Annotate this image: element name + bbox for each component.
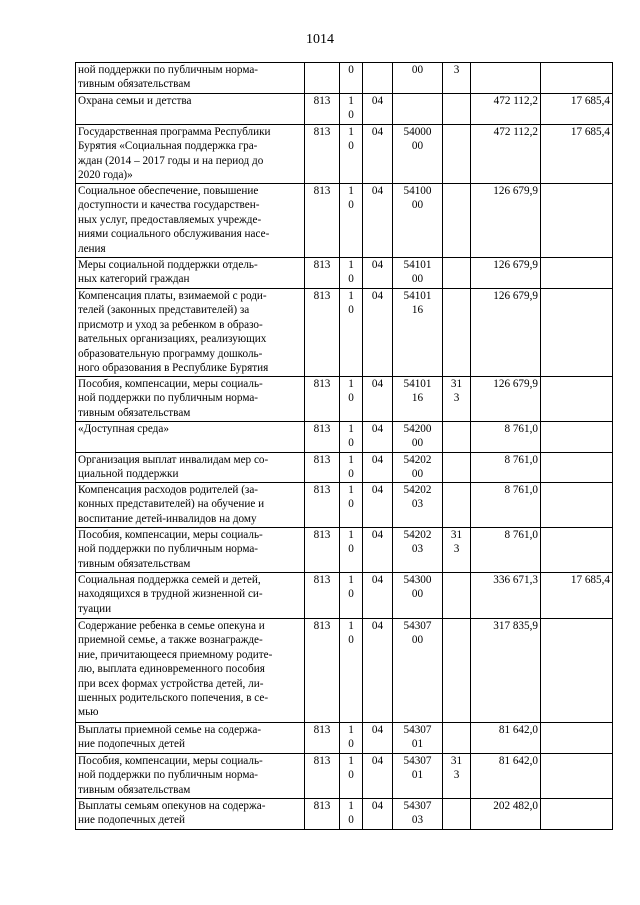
amount-federal-cell-text: 17 685,4 [570, 95, 610, 107]
ministry-code-cell [305, 125, 340, 184]
item-name-cell [76, 799, 305, 830]
amount-cell-text: 81 642,0 [498, 755, 538, 767]
target-item-code-cell [393, 94, 443, 125]
subsection-code-cell-text: 04 [371, 620, 384, 632]
target-item-code-cell-text: 54202 00 [403, 454, 432, 481]
amount-cell [471, 94, 541, 125]
target-item-code-cell [393, 377, 443, 422]
ministry-code-cell-text: 813 [313, 95, 331, 107]
subsection-code-cell [363, 184, 393, 258]
section-code-cell [340, 258, 363, 289]
expense-type-code-cell [443, 377, 471, 422]
target-item-code-cell [393, 125, 443, 184]
subsection-code-cell [363, 754, 393, 799]
expense-type-code-cell [443, 422, 471, 453]
subsection-code-cell [363, 377, 393, 422]
ministry-code-cell-text: 813 [313, 529, 331, 541]
expense-type-code-cell-text: 3 [453, 64, 460, 76]
item-name-cell [76, 619, 305, 723]
target-item-code-cell [393, 754, 443, 799]
item-name-cell [76, 184, 305, 258]
amount-cell-text: 472 112,2 [493, 95, 538, 107]
expense-type-code-cell [443, 453, 471, 483]
ministry-code-cell [305, 289, 340, 377]
section-code-cell-text: 1 0 [348, 620, 354, 647]
amount-cell [471, 573, 541, 619]
subsection-code-cell-text: 04 [371, 574, 384, 586]
item-name-cell-text: Социальная поддержка семей и детей, находящихся в трудной жизненной си- туации [78, 574, 263, 615]
subsection-code-cell-text: 04 [371, 755, 384, 767]
amount-cell-text: 8 761,0 [504, 484, 538, 496]
ministry-code-cell-text: 813 [313, 290, 331, 302]
expense-type-code-cell [443, 573, 471, 619]
amount-cell [471, 63, 541, 94]
target-item-code-cell-text: 54202 03 [403, 529, 432, 556]
amount-cell-text: 336 671,3 [493, 574, 538, 586]
section-code-cell-text: 0 [348, 64, 354, 76]
item-name-cell [76, 528, 305, 573]
amount-federal-cell [541, 573, 613, 619]
amount-cell [471, 754, 541, 799]
target-item-code-cell [393, 573, 443, 619]
subsection-code-cell-text: 04 [371, 259, 384, 271]
subsection-code-cell [363, 619, 393, 723]
amount-federal-cell [541, 63, 613, 94]
amount-cell-text: 8 761,0 [504, 423, 538, 435]
subsection-code-cell-text: 04 [371, 290, 384, 302]
ministry-code-cell [305, 184, 340, 258]
section-code-cell [340, 799, 363, 830]
target-item-code-cell [393, 422, 443, 453]
table-row [76, 184, 613, 258]
amount-cell-text: 202 482,0 [493, 800, 538, 812]
amount-cell [471, 422, 541, 453]
target-item-code-cell-text: 54307 03 [403, 800, 432, 827]
subsection-code-cell-text: 04 [371, 724, 384, 736]
section-code-cell-text: 1 0 [348, 126, 354, 153]
amount-cell-text: 317 835,9 [493, 620, 538, 632]
subsection-code-cell-text: 04 [371, 423, 384, 435]
target-item-code-cell [393, 184, 443, 258]
table-row [76, 63, 613, 94]
ministry-code-cell-text: 813 [313, 800, 331, 812]
section-code-cell [340, 483, 363, 528]
target-item-code-cell [393, 289, 443, 377]
target-item-code-cell-text: 54300 00 [403, 574, 432, 601]
page-number: 1014 [306, 32, 334, 47]
subsection-code-cell [363, 422, 393, 453]
amount-cell [471, 528, 541, 573]
amount-cell-text: 8 761,0 [504, 454, 538, 466]
subsection-code-cell [363, 289, 393, 377]
ministry-code-cell-text: 813 [313, 574, 331, 586]
ministry-code-cell [305, 799, 340, 830]
amount-cell-text: 472 112,2 [493, 126, 538, 138]
table-row [76, 619, 613, 723]
amount-cell [471, 619, 541, 723]
table-row [76, 94, 613, 125]
section-code-cell-text: 1 0 [348, 574, 354, 601]
table-row [76, 377, 613, 422]
amount-cell [471, 125, 541, 184]
subsection-code-cell [363, 573, 393, 619]
expense-type-code-cell [443, 799, 471, 830]
section-code-cell [340, 377, 363, 422]
amount-federal-cell [541, 125, 613, 184]
expense-type-code-cell [443, 258, 471, 289]
item-name-cell [76, 377, 305, 422]
amount-federal-cell [541, 422, 613, 453]
ministry-code-cell [305, 63, 340, 94]
subsection-code-cell-text: 04 [371, 378, 384, 390]
item-name-cell [76, 94, 305, 125]
table-row [76, 528, 613, 573]
section-code-cell [340, 289, 363, 377]
target-item-code-cell-text: 54307 00 [403, 620, 432, 647]
amount-federal-cell [541, 483, 613, 528]
subsection-code-cell [363, 258, 393, 289]
ministry-code-cell [305, 377, 340, 422]
expense-type-code-cell [443, 723, 471, 754]
amount-cell [471, 184, 541, 258]
item-name-cell-text: «Доступная среда» [78, 423, 169, 435]
ministry-code-cell-text: 813 [313, 126, 331, 138]
subsection-code-cell [363, 94, 393, 125]
target-item-code-cell [393, 528, 443, 573]
ministry-code-cell [305, 723, 340, 754]
ministry-code-cell [305, 754, 340, 799]
subsection-code-cell [363, 528, 393, 573]
table-row [76, 258, 613, 289]
amount-federal-cell [541, 723, 613, 754]
item-name-cell-text: Содержание ребенка в семье опекуна и приемной семье, а также вознагражде- ние, причитающееся приемному родите- лю, выплата единовременного пособия при всех формах устройства детей, ли- шенных родительского попечения, в се- мью [78, 620, 273, 719]
target-item-code-cell-text: 54307 01 [403, 755, 432, 782]
ministry-code-cell-text: 813 [313, 454, 331, 466]
target-item-code-cell-text: 54101 16 [403, 290, 432, 317]
section-code-cell-text: 1 0 [348, 185, 354, 212]
amount-cell-text: 126 679,9 [493, 378, 538, 390]
item-name-cell [76, 258, 305, 289]
ministry-code-cell [305, 422, 340, 453]
item-name-cell-text: Пособия, компенсации, меры социаль- ной поддержки по публичным норма- тивным обязательствам [78, 529, 263, 570]
amount-cell-text: 126 679,9 [493, 259, 538, 271]
ministry-code-cell [305, 619, 340, 723]
section-code-cell [340, 422, 363, 453]
subsection-code-cell-text: 04 [371, 800, 384, 812]
item-name-cell-text: Государственная программа Республики Бурятия «Социальная поддержка гра- ждан (2014 – 2017 годы и на период до 2020 года)» [78, 126, 271, 182]
ministry-code-cell [305, 483, 340, 528]
target-item-code-cell [393, 63, 443, 94]
amount-federal-cell [541, 754, 613, 799]
expense-type-code-cell [443, 125, 471, 184]
item-name-cell-text: Компенсация платы, взимаемой с роди- телей (законных представителей) за присмотр и уход за ребенком в образо- вательных организациях, реализующих образовательную программу дошколь- ного образования в Республике Бурятия [78, 290, 269, 375]
subsection-code-cell [363, 483, 393, 528]
amount-cell [471, 799, 541, 830]
target-item-code-cell-text: 54101 00 [403, 259, 432, 286]
section-code-cell [340, 63, 363, 94]
target-item-code-cell-text: 54101 16 [403, 378, 432, 405]
expense-type-code-cell-text: 31 3 [450, 378, 463, 405]
table-row [76, 483, 613, 528]
section-code-cell-text: 1 0 [348, 259, 354, 286]
amount-federal-cell [541, 258, 613, 289]
item-name-cell [76, 453, 305, 483]
target-item-code-cell-text: 54307 01 [403, 724, 432, 751]
ministry-code-cell-text: 813 [313, 755, 331, 767]
amount-federal-cell [541, 453, 613, 483]
subsection-code-cell-text: 04 [371, 529, 384, 541]
target-item-code-cell-text: 54202 03 [403, 484, 432, 511]
expense-type-code-cell [443, 94, 471, 125]
amount-cell [471, 258, 541, 289]
subsection-code-cell [363, 125, 393, 184]
subsection-code-cell-text: 04 [371, 185, 384, 197]
target-item-code-cell [393, 799, 443, 830]
item-name-cell [76, 723, 305, 754]
item-name-cell-text: Компенсация расходов родителей (за- конных представителей) на обучение и воспитание детей-инвалидов на дому [78, 484, 265, 525]
amount-federal-cell-text: 17 685,4 [570, 126, 610, 138]
expense-type-code-cell [443, 63, 471, 94]
ministry-code-cell-text: 813 [313, 185, 331, 197]
expense-type-code-cell [443, 619, 471, 723]
target-item-code-cell-text: 54000 00 [403, 126, 432, 153]
section-code-cell-text: 1 0 [348, 800, 354, 827]
item-name-cell [76, 483, 305, 528]
table-row [76, 573, 613, 619]
amount-cell [471, 289, 541, 377]
table-row [76, 289, 613, 377]
item-name-cell-text: Социальное обеспечение, повышение доступности и качества государствен- ных услуг, предоставляемых учрежде- ниями социального обслуживания насе- ления [78, 185, 270, 255]
section-code-cell-text: 1 0 [348, 95, 354, 122]
target-item-code-cell-text: 54100 00 [403, 185, 432, 212]
amount-cell-text: 8 761,0 [504, 529, 538, 541]
expense-type-code-cell-text: 31 3 [450, 529, 463, 556]
section-code-cell-text: 1 0 [348, 290, 354, 317]
amount-cell [471, 723, 541, 754]
target-item-code-cell [393, 453, 443, 483]
expense-type-code-cell [443, 289, 471, 377]
subsection-code-cell-text: 04 [371, 126, 384, 138]
subsection-code-cell-text: 04 [371, 454, 384, 466]
amount-federal-cell [541, 619, 613, 723]
table-row [76, 422, 613, 453]
expense-type-code-cell [443, 184, 471, 258]
table-body [76, 63, 613, 830]
target-item-code-cell [393, 619, 443, 723]
expense-type-code-cell-text: 31 3 [450, 755, 463, 782]
amount-cell-text: 126 679,9 [493, 290, 538, 302]
section-code-cell-text: 1 0 [348, 529, 354, 556]
expense-type-code-cell [443, 754, 471, 799]
ministry-code-cell-text: 813 [313, 259, 331, 271]
ministry-code-cell-text: 813 [313, 724, 331, 736]
section-code-cell [340, 184, 363, 258]
amount-cell [471, 377, 541, 422]
amount-federal-cell [541, 377, 613, 422]
section-code-cell-text: 1 0 [348, 454, 354, 481]
section-code-cell-text: 1 0 [348, 378, 354, 405]
item-name-cell [76, 125, 305, 184]
section-code-cell [340, 94, 363, 125]
section-code-cell [340, 453, 363, 483]
item-name-cell-text: Охрана семьи и детства [78, 95, 192, 107]
item-name-cell-text: Пособия, компенсации, меры социаль- ной поддержки по публичным норма- тивным обязательствам [78, 378, 263, 419]
amount-federal-cell [541, 528, 613, 573]
section-code-cell [340, 619, 363, 723]
section-code-cell [340, 723, 363, 754]
section-code-cell-text: 1 0 [348, 423, 354, 450]
section-code-cell [340, 573, 363, 619]
ministry-code-cell-text: 813 [313, 484, 331, 496]
item-name-cell-text: Организация выплат инвалидам мер со- циальной поддержки [78, 454, 269, 481]
section-code-cell-text: 1 0 [348, 755, 354, 782]
table-row [76, 125, 613, 184]
subsection-code-cell [363, 723, 393, 754]
table-row [76, 754, 613, 799]
ministry-code-cell [305, 94, 340, 125]
section-code-cell-text: 1 0 [348, 724, 354, 751]
amount-federal-cell [541, 184, 613, 258]
target-item-code-cell [393, 483, 443, 528]
target-item-code-cell-text: 54200 00 [403, 423, 432, 450]
amount-federal-cell [541, 799, 613, 830]
section-code-cell-text: 1 0 [348, 484, 354, 511]
ministry-code-cell-text: 813 [313, 378, 331, 390]
amount-federal-cell [541, 94, 613, 125]
ministry-code-cell [305, 258, 340, 289]
section-code-cell [340, 125, 363, 184]
item-name-cell-text: Выплаты семьям опекунов на содержа- ние подопечных детей [78, 800, 266, 827]
target-item-code-cell [393, 723, 443, 754]
section-code-cell [340, 754, 363, 799]
table-row [76, 453, 613, 483]
item-name-cell [76, 289, 305, 377]
item-name-cell-text: Выплаты приемной семье на содержа- ние подопечных детей [78, 724, 262, 751]
subsection-code-cell [363, 453, 393, 483]
amount-cell [471, 453, 541, 483]
target-item-code-cell-text: 00 [411, 64, 424, 76]
subsection-code-cell-text: 04 [371, 95, 384, 107]
expense-type-code-cell [443, 483, 471, 528]
ministry-code-cell [305, 573, 340, 619]
subsection-code-cell [363, 799, 393, 830]
table-row [76, 799, 613, 830]
item-name-cell [76, 754, 305, 799]
section-code-cell [340, 528, 363, 573]
ministry-code-cell [305, 528, 340, 573]
item-name-cell-text: Пособия, компенсации, меры социаль- ной поддержки по публичным норма- тивным обязательствам [78, 755, 263, 796]
subsection-code-cell-text: 04 [371, 484, 384, 496]
item-name-cell [76, 422, 305, 453]
amount-federal-cell-text: 17 685,4 [570, 574, 610, 586]
amount-cell-text: 126 679,9 [493, 185, 538, 197]
ministry-code-cell-text: 813 [313, 423, 331, 435]
expense-type-code-cell [443, 528, 471, 573]
table-row [76, 723, 613, 754]
item-name-cell-text: Меры социальной поддержки отдель- ных категорий граждан [78, 259, 258, 286]
item-name-cell [76, 573, 305, 619]
amount-cell-text: 81 642,0 [498, 724, 538, 736]
budget-table [75, 62, 613, 830]
ministry-code-cell-text: 813 [313, 620, 331, 632]
item-name-cell-text: ной поддержки по публичным норма- тивным обязательствам [78, 64, 259, 91]
target-item-code-cell [393, 258, 443, 289]
subsection-code-cell [363, 63, 393, 94]
item-name-cell [76, 63, 305, 94]
ministry-code-cell [305, 453, 340, 483]
amount-cell [471, 483, 541, 528]
amount-federal-cell [541, 289, 613, 377]
